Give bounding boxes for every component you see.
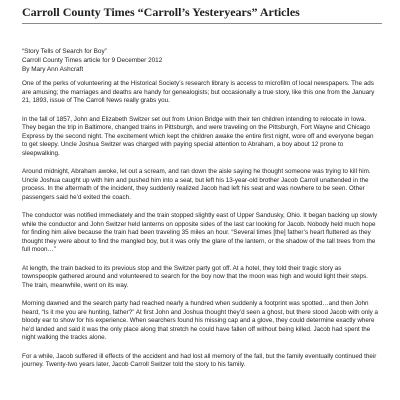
article-paragraph: One of the perks of volunteering at the Historical Society’s research library is access to microfilm of local newspapers. The ads are amusing; the marriages and deaths are handy for genealogists; but occasionally a true story, like this one from the January 21, 1893, issue of The Carroll News really grabs you. — [22, 80, 375, 104]
article-paragraph: In the fall of 1857, John and Elizabeth Switzer set out from Union Bridge with their ten children intending to relocate in Iowa. They began the trip in Baltimore, changed trains in Pittsburgh, and were traveling on the Pittsburgh, Fort Wayne and Chicago Express by the second night. The excitement which kept the children awake the entire first night, wore off and everyone began to get sleepy. Uncle Joshua Switzer was charged with paying special attention to Abraham, a boy about 12 prone to sleepwalking. — [22, 115, 374, 157]
article-author: By Mary Ann Ashcraft — [22, 66, 84, 73]
title-divider — [22, 23, 382, 24]
article-headline: “Story Tells of Search for Boy” — [22, 48, 107, 55]
document-header — [22, 5, 382, 24]
article-source: Carroll County Times article for 9 December 2012 — [22, 57, 163, 64]
article-body — [22, 80, 378, 380]
article-paragraph: Around midnight, Abraham awoke, let out a scream, and ran down the aisle saying he thought someone was trying to kill him. Uncle Joshua caught up with him and pushed him into a seat, but left his 13-year-old brother Jacob Carroll unattended in the process. In the aftermath of the incident, they suddenly realized Jacob had left his seat and was nowhere to be seen. Other passengers said he’d exited the coach. — [22, 168, 371, 201]
article-meta — [22, 47, 382, 74]
article-paragraph: The conductor was notified immediately and the train stopped slightly east of Upper Sandusky, Ohio. It began backing up slowly while the conductor and John Switzer held lanterns on opposite sides of the last car looking for Jacob. Nobody held much hope for finding him alive because the train had been traveling 35 miles an hour. “Several times [the] father’s heart fluttered as they thought they were about to find the mangled boy, but it was only the glare of the lantern, or the shadow of the tall trees from the full moon…” — [22, 212, 378, 253]
article-paragraph: Morning dawned and the search party had reached nearly a hundred when suddenly a footprint was spotted…and then John heard, “Is it me you are hunting, father?” At first John and Joshua thought they’d seen a ghost, but there stood Jacob with only a bloody ear to show for his experience. When searchers found his missing cap and a glove, they could determine exactly where he’d landed and said it was the only place along that stretch he could have fallen off without being killed. Jacob had spent the night walking the tracks alone. — [22, 300, 378, 341]
page-bottom-fade — [0, 378, 400, 400]
article-paragraph: At length, the train backed to its previous stop and the Switzer party got off. At a hotel, they told their tragic story as townspeople gathered around and volunteered to search for the boy now that the moon was high and would light their steps. The train, meanwhile, went on its way. — [22, 264, 368, 289]
article-paragraph: For a while, Jacob suffered ill effects of the accident and had lost all memory of the fall, but the family eventually continued their journey. Twenty-two years later, Jacob Carroll Switzer told the story to his family. — [22, 352, 377, 368]
document-title: Carroll County Times “Carroll’s Yesteryears” Articles — [22, 5, 300, 19]
